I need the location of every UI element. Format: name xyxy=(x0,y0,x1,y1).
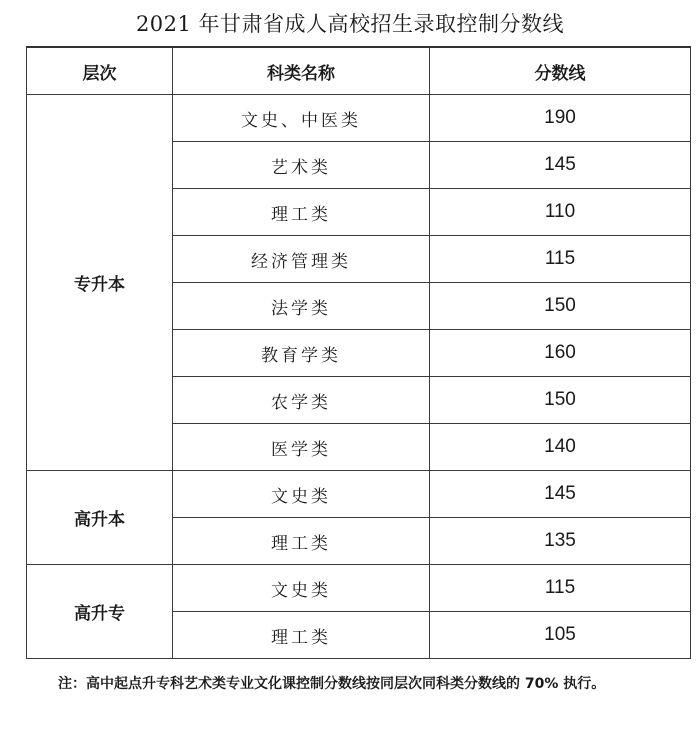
table-row xyxy=(27,565,691,612)
category-cell: 理工类 xyxy=(173,612,430,659)
category-cell: 文史类 xyxy=(173,565,430,612)
category-cell: 理工类 xyxy=(173,518,430,565)
header-category: 科类名称 xyxy=(173,47,430,95)
table-row xyxy=(27,95,691,142)
level-cell: 高升专 xyxy=(27,565,173,659)
score-cell: 150 xyxy=(430,377,691,424)
score-cell: 115 xyxy=(430,565,691,612)
score-cell: 160 xyxy=(430,330,691,377)
score-cell: 140 xyxy=(430,424,691,471)
footnote: 注：高中起点升专科艺术类专业文化课控制分数线按同层次同科类分数线的 70% 执行。 xyxy=(58,676,606,692)
category-cell: 教育学类 xyxy=(173,330,430,377)
category-cell: 农学类 xyxy=(173,377,430,424)
page-title: 2021 年甘肃省成人高校招生录取控制分数线 xyxy=(135,12,565,36)
level-cell: 高升本 xyxy=(27,471,173,565)
score-cell: 190 xyxy=(430,95,691,142)
level-cell: 专升本 xyxy=(27,95,173,471)
score-cell: 105 xyxy=(430,612,691,659)
category-cell: 法学类 xyxy=(173,283,430,330)
score-cell: 135 xyxy=(430,518,691,565)
table-row xyxy=(27,471,691,518)
score-cell: 115 xyxy=(430,236,691,283)
score-table xyxy=(26,46,691,659)
category-cell: 文史类 xyxy=(173,471,430,518)
score-cell: 145 xyxy=(430,142,691,189)
table-header-row xyxy=(27,47,691,95)
category-cell: 文史、中医类 xyxy=(173,95,430,142)
category-cell: 理工类 xyxy=(173,189,430,236)
header-level: 层次 xyxy=(27,47,173,95)
score-cell: 145 xyxy=(430,471,691,518)
score-cell: 150 xyxy=(430,283,691,330)
category-cell: 医学类 xyxy=(173,424,430,471)
header-score: 分数线 xyxy=(430,47,691,95)
category-cell: 艺术类 xyxy=(173,142,430,189)
score-cell: 110 xyxy=(430,189,691,236)
category-cell: 经济管理类 xyxy=(173,236,430,283)
